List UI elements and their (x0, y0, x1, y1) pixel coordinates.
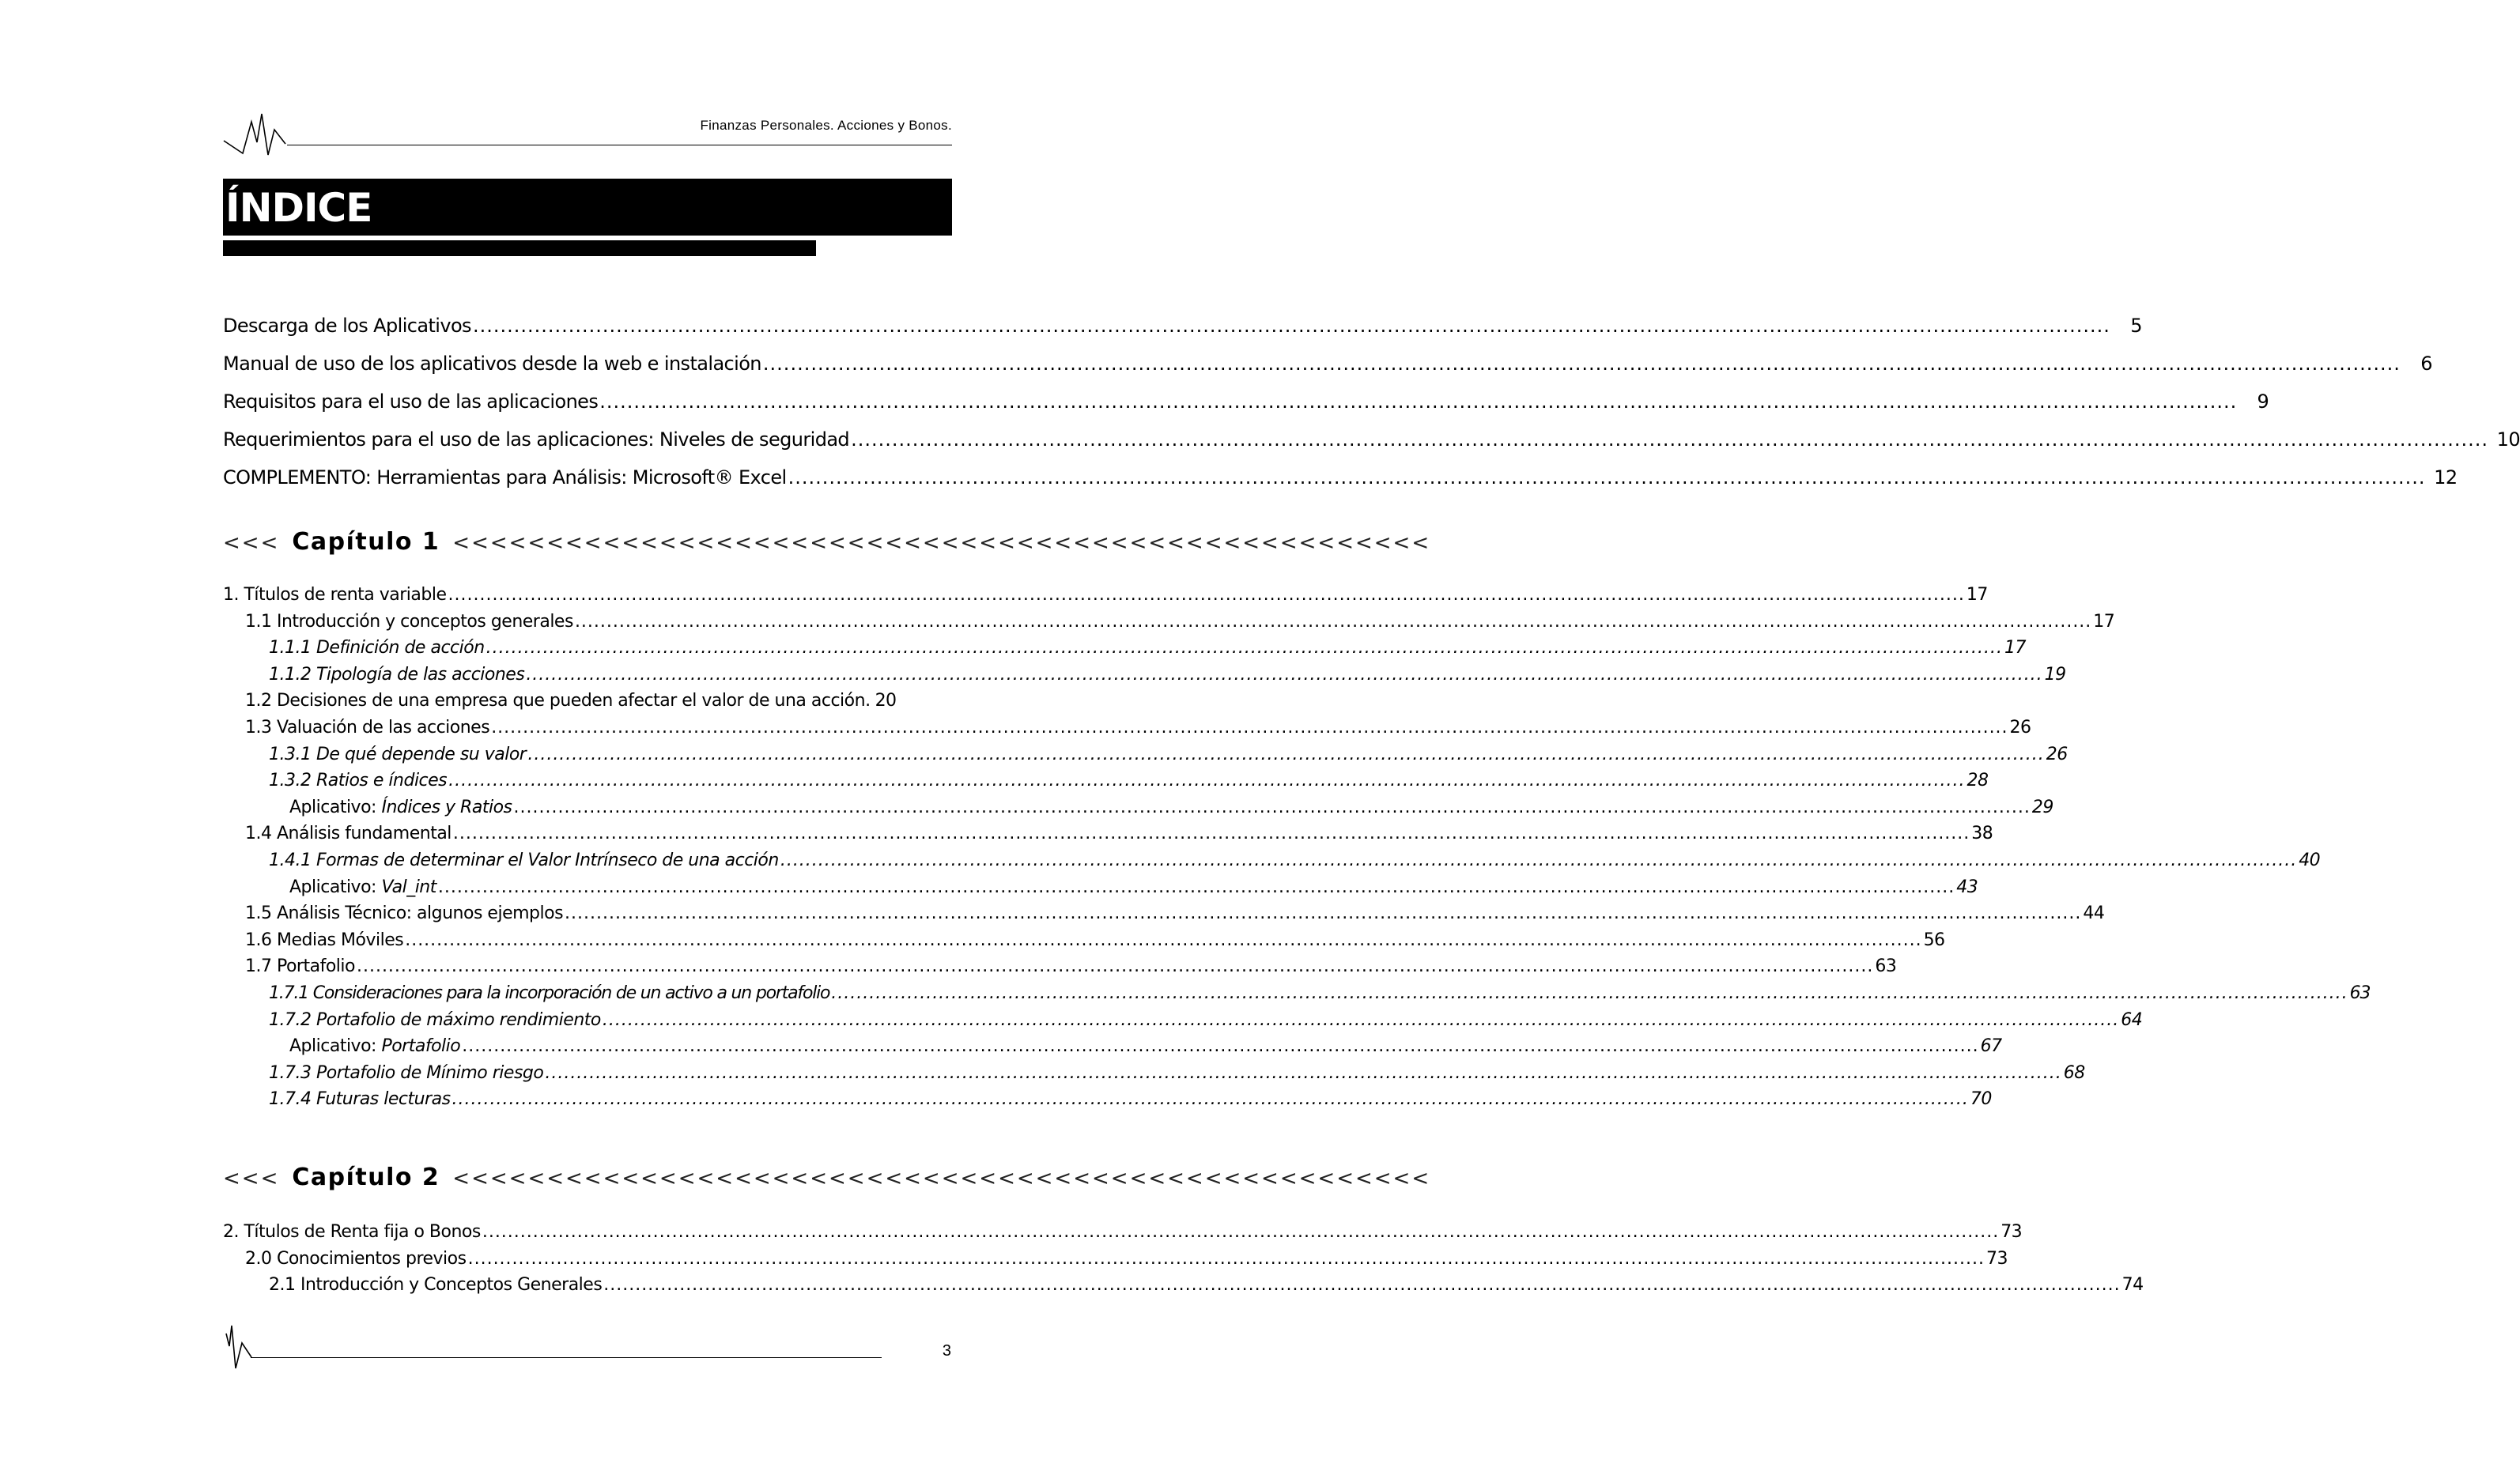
toc-entry[interactable] (223, 797, 2053, 824)
toc-entry-page: 43 (1956, 877, 1978, 897)
toc-entry-page: 56 (1923, 930, 1945, 950)
dot-leader (448, 771, 1965, 790)
toc-entry-title: COMPLEMENTO: Herramientas para Análisis: Microsoft® Excel (223, 466, 787, 489)
toc-entry-title: Val_int (381, 877, 436, 897)
toc-entry-page: 28 (1967, 771, 1989, 791)
chapter-arrows-right: <<<<<<<<<<<<<<<<<<<<<<<<<<<<<<<<<<<<<<<<<<<<<<<<<<<< (452, 531, 1431, 555)
toc-entry-title: Descarga de los Aplicativos (223, 315, 471, 337)
toc-entry[interactable] (223, 1062, 2085, 1090)
toc-entry[interactable] (223, 824, 1993, 851)
heartbeat-logo-icon (222, 112, 287, 157)
toc-chapter-2 (223, 1222, 2144, 1302)
aplicativo-label: Aplicativo: (289, 797, 376, 817)
toc-entry-title: Manual de uso de los aplicativos desde la web e instalación (223, 353, 761, 375)
toc-chapter-1 (223, 585, 2371, 1116)
toc-entry[interactable] (223, 315, 2142, 353)
toc-entry-title: 1.7.3 Portafolio de Mínimo riesgo (269, 1062, 544, 1083)
footer-rule (251, 1357, 882, 1358)
dot-leader (545, 1063, 2061, 1083)
toc-entry-page: 17 (1966, 585, 1988, 605)
dot-leader (575, 612, 2091, 632)
toc-entry-page: 26 (2046, 744, 2068, 764)
toc-entry[interactable] (223, 1089, 1992, 1116)
toc-entry-page: 63 (1875, 956, 1897, 977)
chapter-arrows-left: <<< (223, 531, 280, 555)
chapter-2-heading (223, 1164, 1431, 1191)
toc-entry-title: 1.3 Valuación de las acciones (245, 717, 490, 738)
toc-entry-title: 1.6 Medias Móviles (245, 930, 404, 950)
toc-entry[interactable] (223, 1275, 2144, 1302)
dot-leader (452, 1089, 1969, 1109)
toc-entry[interactable] (223, 1009, 2143, 1037)
toc-entry[interactable] (223, 850, 2321, 877)
toc-entry-title: 1.1.1 Definición de acción (269, 638, 485, 658)
toc-entry[interactable] (223, 717, 2031, 745)
dot-leader (780, 851, 2297, 870)
heartbeat-footer-icon (225, 1322, 256, 1370)
chapter-arrows-left: <<< (223, 1167, 280, 1190)
title-banner (223, 179, 952, 236)
toc-preliminary (223, 315, 2520, 504)
toc-entry-title: 1.3.2 Ratios e índices (269, 771, 448, 791)
running-title: Finanzas Personales. Acciones y Bonos. (700, 118, 952, 133)
toc-entry-page: 67 (1980, 1036, 2002, 1057)
chapter-arrows-right: <<<<<<<<<<<<<<<<<<<<<<<<<<<<<<<<<<<<<<<<<<<<<<<<<<<< (452, 1167, 1431, 1190)
toc-entry-title: 1. Títulos de renta variable (223, 585, 447, 605)
toc-entry[interactable] (223, 390, 2269, 428)
toc-entry-page: 63 (2349, 983, 2371, 1003)
toc-entry-title: 2. Títulos de Renta fija o Bonos (223, 1222, 481, 1242)
dot-leader (491, 718, 2008, 738)
toc-entry-title: 1.7.4 Futuras lecturas (269, 1089, 451, 1110)
dot-leader (831, 983, 2348, 1003)
toc-entry[interactable] (223, 903, 2105, 930)
dot-leader (448, 585, 1965, 605)
chapter-label: Capítulo 2 (292, 1164, 440, 1191)
toc-entry[interactable] (223, 428, 2520, 466)
toc-entry-page: 40 (2299, 850, 2321, 870)
dot-leader (603, 1275, 2120, 1295)
dot-leader (405, 930, 1921, 950)
toc-entry[interactable] (223, 466, 2458, 504)
toc-entry[interactable] (223, 691, 919, 718)
toc-entry[interactable] (223, 771, 1989, 798)
toc-entry-title: 1.2 Decisiones de una empresa que pueden afectar el valor de una acción. (245, 691, 871, 711)
dot-leader (603, 1010, 2119, 1030)
dot-leader (599, 390, 2237, 413)
toc-entry-title: 1.7.1 Consideraciones para la incorporación de un activo a un portafolio (269, 983, 830, 1003)
toc-entry-page: 73 (1985, 1248, 2008, 1269)
dot-leader (473, 315, 2110, 337)
toc-entry[interactable] (223, 956, 1897, 983)
toc-entry[interactable] (223, 638, 2027, 665)
toc-entry[interactable] (223, 611, 2115, 639)
toc-entry-title: Requisitos para el uso de las aplicaciones (223, 390, 599, 413)
dot-leader (565, 903, 2081, 923)
toc-entry[interactable] (223, 1248, 2008, 1276)
toc-entry-title: 2.1 Introducción y Conceptos Generales (269, 1275, 603, 1296)
toc-entry-title: Portafolio (381, 1036, 461, 1057)
toc-entry[interactable] (223, 983, 2371, 1010)
toc-entry-page: 17 (2093, 611, 2115, 632)
toc-entry-page: 29 (2031, 797, 2053, 817)
toc-entry-page: 68 (2063, 1062, 2085, 1083)
toc-entry-title: 1.7.2 Portafolio de máximo rendimiento (269, 1009, 601, 1030)
toc-entry-page: 38 (1971, 824, 1993, 844)
toc-entry[interactable] (223, 1036, 2002, 1063)
toc-entry-title: Índices y Ratios (381, 797, 512, 817)
toc-entry-page: 74 (2121, 1275, 2144, 1296)
dot-leader (462, 1036, 1978, 1056)
toc-entry-title: 1.4.1 Formas de determinar el Valor Intrínseco de una acción (269, 850, 779, 870)
toc-entry-page: 20 (875, 691, 897, 711)
toc-entry-title: 2.0 Conocimientos previos (245, 1248, 467, 1269)
chapter-1-heading (223, 528, 1431, 556)
dot-leader (527, 745, 2044, 764)
toc-entry-page: 44 (2083, 903, 2105, 924)
toc-entry-title: 1.7 Portafolio (245, 956, 355, 977)
toc-entry-title: 1.1.2 Tipología de las acciones (269, 664, 525, 685)
toc-entry[interactable] (223, 1222, 2023, 1249)
dot-leader (763, 353, 2401, 375)
toc-entry-title: 1.3.1 De qué depende su valor (269, 744, 527, 764)
title-underbar (223, 240, 816, 256)
aplicativo-label: Aplicativo: (289, 1036, 376, 1057)
chapter-label: Capítulo 1 (292, 528, 440, 556)
dot-leader (526, 665, 2042, 685)
toc-entry-page: 19 (2044, 664, 2066, 685)
toc-entry-page: 17 (2004, 638, 2027, 658)
toc-entry[interactable] (223, 353, 2432, 390)
dot-leader (486, 638, 2003, 658)
toc-entry[interactable] (223, 877, 1978, 904)
dot-leader (468, 1249, 1985, 1269)
toc-entry-page: 12 (2434, 466, 2458, 489)
toc-entry-title: 1.4 Análisis fundamental (245, 824, 451, 844)
toc-entry[interactable] (223, 585, 1988, 612)
toc-entry-page: 6 (2420, 353, 2432, 375)
dot-leader (788, 466, 2426, 489)
aplicativo-label: Aplicativo: (289, 877, 376, 897)
toc-entry-title: 1.5 Análisis Técnico: algunos ejemplos (245, 903, 564, 924)
toc-entry-title: Requerimientos para el uso de las aplicaciones: Niveles de seguridad (223, 428, 850, 451)
toc-entry-page: 10 (2496, 428, 2520, 451)
toc-entry-page: 9 (2257, 390, 2269, 413)
toc-entry-title: 1.1 Introducción y conceptos generales (245, 611, 573, 632)
dot-leader (453, 824, 1970, 843)
toc-entry-page: 64 (2121, 1009, 2143, 1030)
toc-entry-page: 73 (2001, 1222, 2023, 1242)
page-number: 3 (942, 1342, 951, 1360)
toc-entry[interactable] (223, 930, 1945, 957)
dot-leader (438, 877, 1955, 897)
dot-leader (357, 956, 1873, 976)
dot-leader (514, 798, 2031, 817)
page-title: ÍNDICE (225, 185, 372, 231)
dot-leader (482, 1222, 1999, 1242)
toc-entry-page: 5 (2130, 315, 2142, 337)
toc-entry[interactable] (223, 664, 2066, 692)
dot-leader (851, 428, 2488, 451)
toc-entry-page: 70 (1970, 1089, 1992, 1110)
toc-entry[interactable] (223, 744, 2068, 771)
toc-entry-page: 26 (2009, 717, 2031, 738)
